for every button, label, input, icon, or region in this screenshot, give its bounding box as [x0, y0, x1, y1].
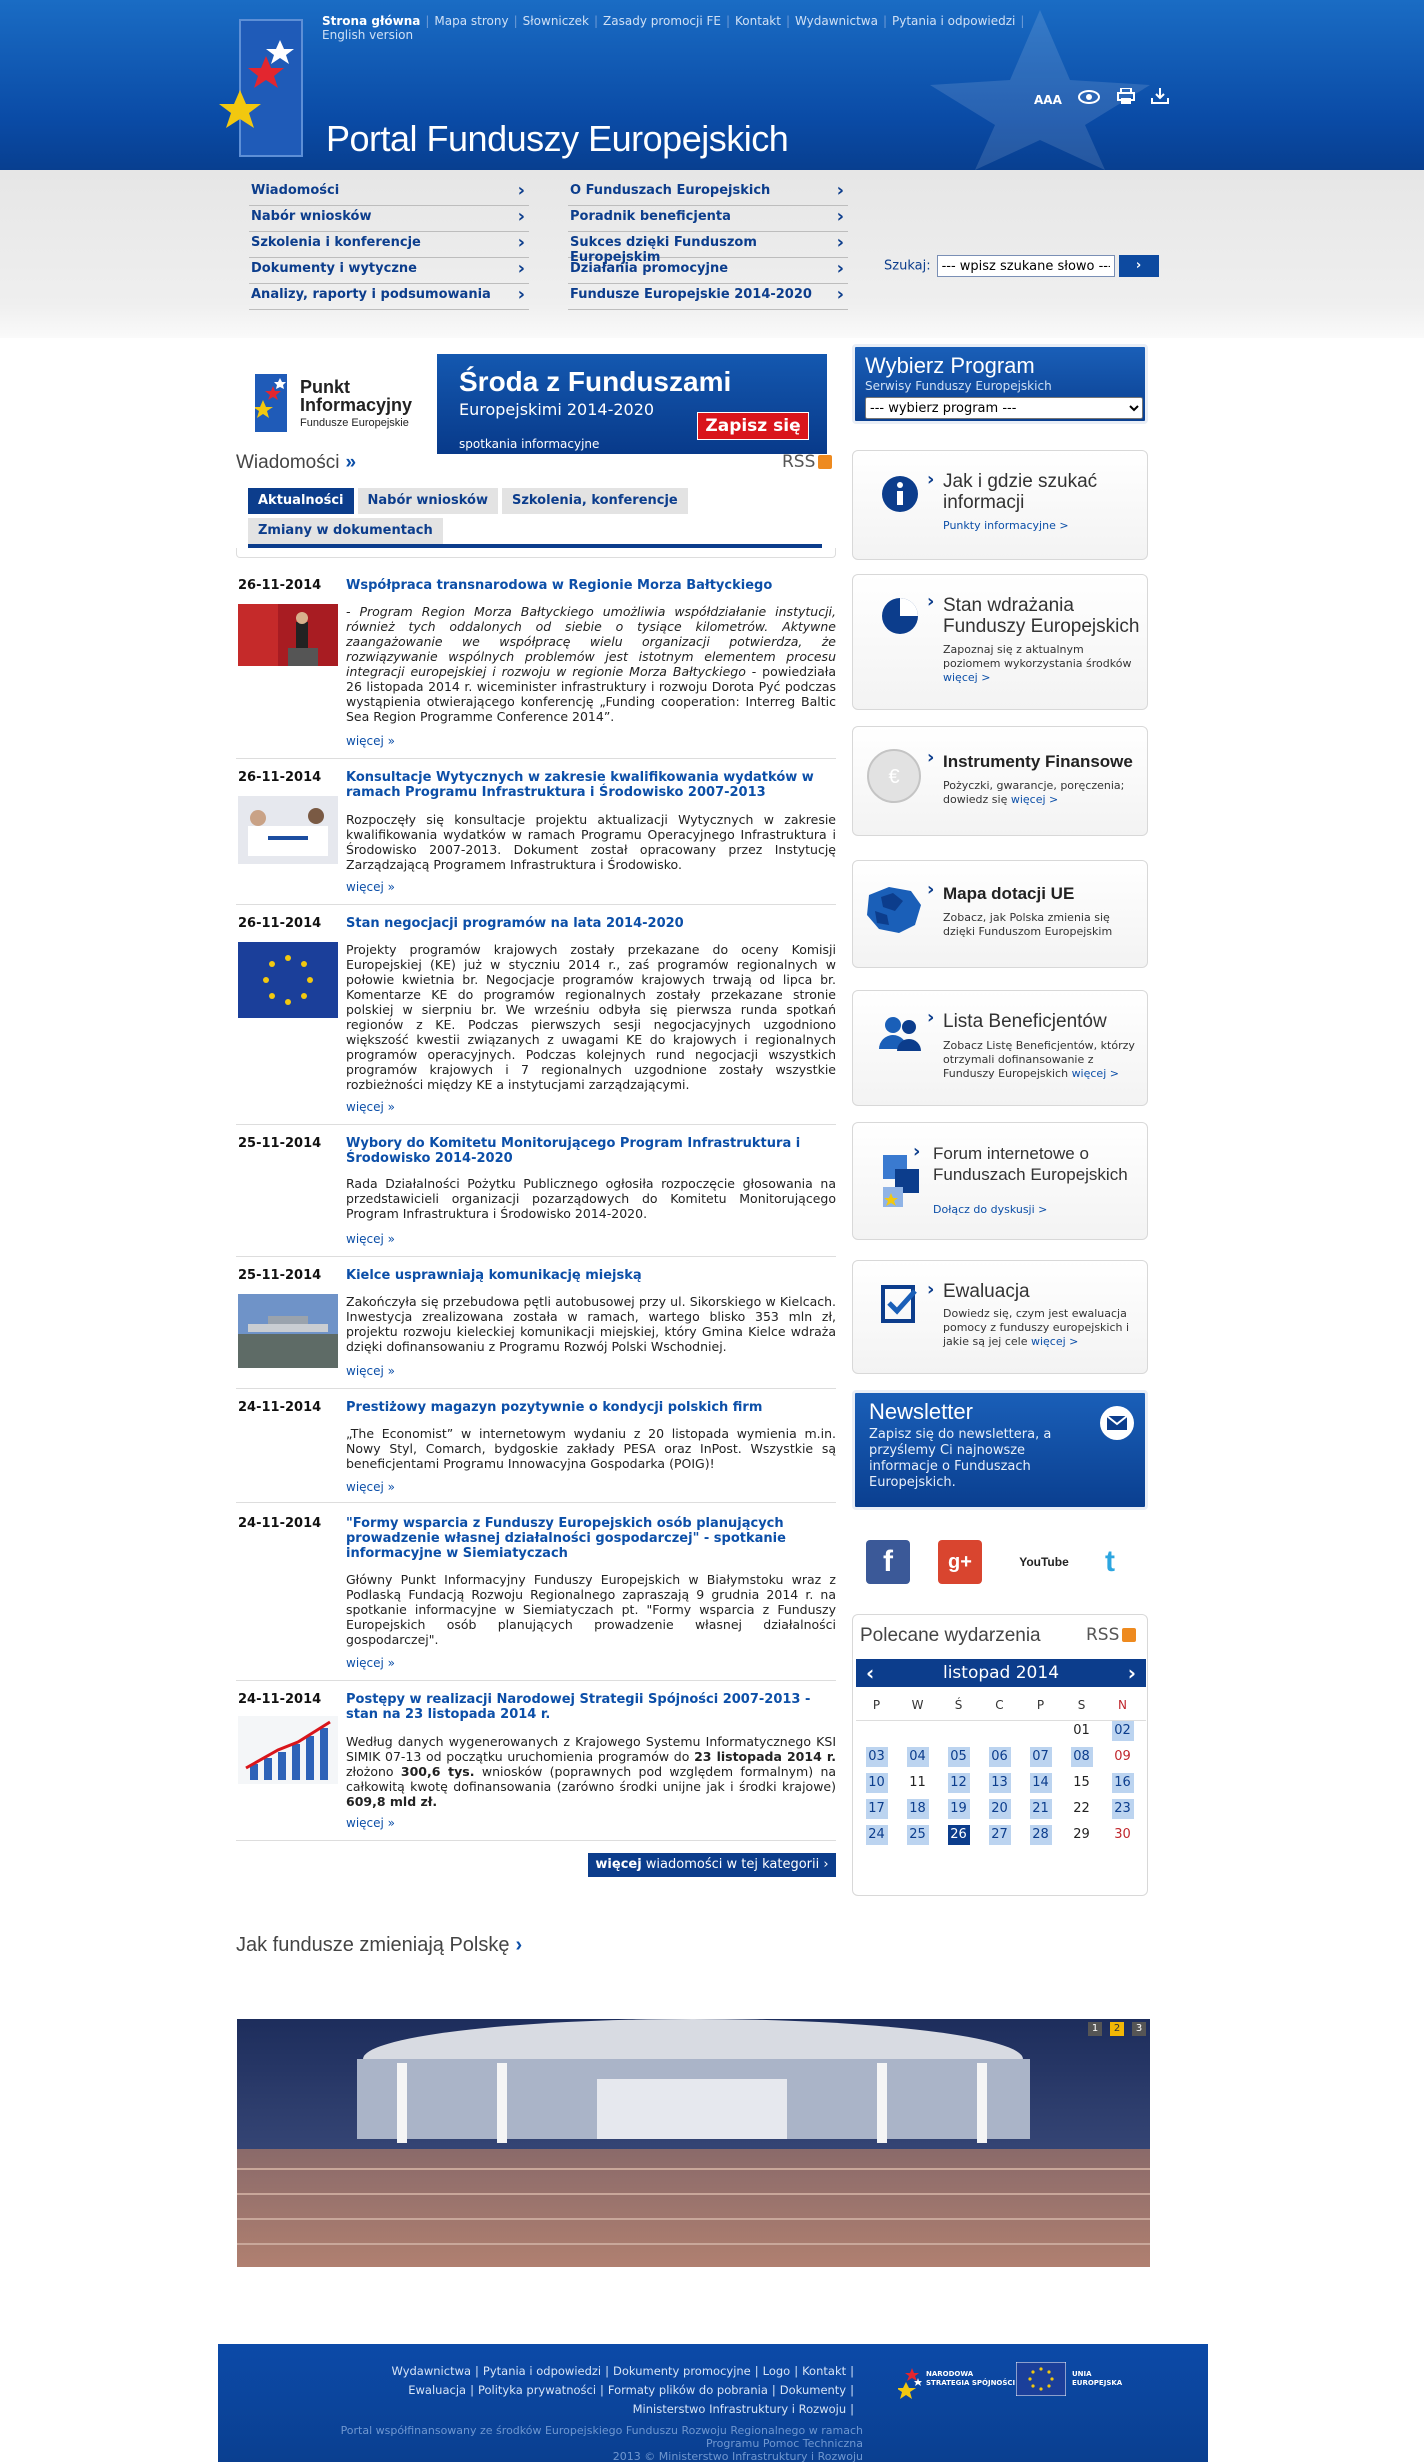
eu-flag-icon[interactable]	[1016, 2362, 1066, 2396]
menu-item-analyses[interactable]: Analizy, raporty i podsumowania ›	[249, 284, 529, 310]
news-date: 24-11-2014	[238, 1516, 322, 1531]
youtube-icon[interactable]: YouTube	[1019, 1555, 1069, 1569]
search-input[interactable]	[937, 255, 1115, 277]
side-box-title: Instrumenty Finansowe	[943, 752, 1133, 771]
calendar-day[interactable]: 26	[938, 1822, 979, 1848]
calendar-day[interactable]: 07	[1020, 1744, 1061, 1770]
news-thumbnail-eu-flag[interactable]	[238, 942, 338, 1018]
news-body: Zakończyła się przebudowa pętli autobusowej przy ul. Sikorskiego w Kielcach. Inwestycja zrealizowana została w ramach, wartego blisko 353 mln zł, projektu rozwoju kieleckiej komunikacji miejskiej, który Gmina Kielce wdraża dzięki dofinansowaniu z Programu Rozwój Polski Wschodniej.	[346, 1294, 836, 1354]
calendar-day[interactable]: 09	[1114, 1749, 1131, 1764]
footer-link[interactable]: Logo	[762, 2364, 791, 2378]
nss-logo-icon[interactable]	[898, 2364, 924, 2404]
tabs-panel-edge	[236, 548, 836, 558]
double-chevron-icon: »	[345, 452, 357, 473]
wybierz-program-title: Wybierz Program	[865, 353, 1035, 378]
news-title[interactable]: Prestiżowy magazyn pozytywnie o kondycji polskich firm	[346, 1400, 763, 1415]
weekday: N	[1118, 1698, 1127, 1712]
calendar-day[interactable]: 30	[1114, 1827, 1131, 1842]
calendar-day[interactable]: 04	[897, 1744, 938, 1770]
news-separator	[236, 758, 836, 759]
gallery-image-amphitheater	[237, 2019, 1150, 2267]
news-date: 25-11-2014	[238, 1136, 322, 1151]
weekday: C	[995, 1698, 1004, 1712]
calendar-day[interactable]: 28	[1020, 1822, 1061, 1848]
calendar-day[interactable]: 19	[938, 1796, 979, 1822]
events-rss-link[interactable]: RSS	[1086, 1625, 1136, 1645]
events-title[interactable]: Polecane wydarzenia	[860, 1625, 1041, 1646]
side-box-link[interactable]: więcej >	[943, 671, 991, 684]
calendar-week-row	[856, 1822, 1146, 1848]
calendar-day[interactable]: 29	[1073, 1827, 1090, 1842]
pie-chart-icon	[875, 591, 925, 641]
coin-icon	[863, 745, 925, 807]
topnav-contact[interactable]: Kontakt	[735, 14, 781, 28]
news-body: Rada Działalności Pożytku Publicznego ogłosiła rozpoczęcie głosowania na przedstawicieli organizacji pozarządowych do Komitetu Monitorującego Program Infrastruktura i Środowisko 2014-2020.	[346, 1176, 836, 1221]
news-title[interactable]: "Formy wsparcia z Funduszy Europejskich osób planujących prowadzenie własnej działalności gospodarczej" - spotkanie informacyjne w Siemiatyczach	[346, 1516, 786, 1561]
pi-line2: Informacyjny	[300, 395, 413, 415]
side-box-desc: Zapoznaj się z aktualnym poziomem wykorzystania środków więcej >	[943, 643, 1132, 684]
weekday: P	[1036, 1698, 1045, 1712]
calendar-day	[897, 1718, 938, 1744]
font-size-icon[interactable]: AAA	[1034, 93, 1062, 107]
footer-link[interactable]: Ewaluacja	[408, 2383, 467, 2397]
calendar-week-row	[856, 1796, 1146, 1822]
news-body: - Program Region Morza Bałtyckiego umożliwia współdziałanie instytucji, również tych oddalonych od siebie o tysiące kilometrów. Aktywne zaangażowanie we współpracę wielu organizacji potwierdza, że rozwiązywanie wspólnych problemów jest istotnym elementem procesu integracji europejskiej i rozwoju w regionie Morza Bałtyckiego - powiedziała 26 listopada 2014 r. wiceminister infrastruktury i rozwoju Dorota Pyć podczas wystąpienia otwierającego konferencję „Funding cooperation: Interreg Baltic Sea Region Programme Conference 2014”.	[346, 604, 836, 724]
menu-item-training[interactable]: Szkolenia i konferencje ›	[249, 232, 529, 258]
calendar-day[interactable]: 11	[909, 1775, 926, 1790]
footer-link[interactable]: Formaty plików do pobrania	[607, 2383, 768, 2397]
newsletter-desc: Zapisz się do newslettera, a przyślemy Ci najnowsze informacje o Funduszach Europejskich.	[869, 1427, 1052, 1490]
wybierz-program-box	[852, 344, 1148, 424]
calendar-day[interactable]: 12	[938, 1770, 979, 1796]
news-date: 26-11-2014	[238, 578, 322, 593]
main-menu-right	[568, 180, 848, 310]
calendar-divider	[856, 1720, 1146, 1721]
chevron-right-icon: ›	[927, 591, 935, 612]
menu-item-success[interactable]: Sukces dzięki Funduszom Europejskim ›	[568, 232, 848, 258]
fe-logo-icon[interactable]	[218, 18, 304, 158]
menu-item-promo[interactable]: Działania promocyjne ›	[568, 258, 848, 284]
news-date: 26-11-2014	[238, 770, 322, 785]
news-title[interactable]: Współpraca transnarodowa w Regionie Morza Bałtyckiego	[346, 578, 773, 593]
newsletter-title: Newsletter	[869, 1399, 973, 1424]
top-navigation: Strona główna | Mapa strony | Słowniczek | Zasady promocji FE | Kontakt | Wydawnictwa | Pytania i odpowiedzi | English version	[322, 14, 1025, 42]
nss-logo-text: NARODOWA STRATEGIA SPÓJNOŚCI	[926, 2370, 1016, 2387]
side-box-link[interactable]: Punkty informacyjne >	[943, 519, 1069, 532]
weekday: W	[911, 1698, 924, 1712]
calendar-day[interactable]: 25	[897, 1822, 938, 1848]
evaluation-check-icon	[875, 1279, 925, 1329]
calendar-prev-icon[interactable]: ‹	[866, 1661, 875, 1685]
calendar-day[interactable]: 18	[897, 1796, 938, 1822]
calendar-month: listopad 2014	[942, 1663, 1060, 1683]
search-submit-button[interactable]: ›	[1119, 255, 1159, 277]
calendar-day[interactable]: 01	[1073, 1723, 1090, 1738]
chevron-right-icon: ›	[913, 1141, 921, 1162]
calendar-day[interactable]: 24	[856, 1822, 897, 1848]
users-icon	[875, 1007, 925, 1057]
news-date: 24-11-2014	[238, 1692, 322, 1707]
calendar-week-row	[856, 1770, 1146, 1796]
poland-map-icon	[859, 875, 929, 945]
news-more-link[interactable]: więcej »	[346, 1816, 396, 1830]
weekday: Ś	[954, 1698, 963, 1712]
news-separator	[236, 904, 836, 905]
download-icon[interactable]	[1151, 88, 1169, 108]
chevron-right-icon: ›	[927, 1279, 935, 1300]
calendar-day[interactable]: 13	[979, 1770, 1020, 1796]
program-select[interactable]	[865, 397, 1143, 419]
tab-nabor-wnioskow[interactable]: Nabór wniosków	[358, 488, 498, 514]
site-header	[0, 0, 1424, 170]
svg-text:€: €	[888, 766, 900, 788]
twitter-icon[interactable]: t	[1105, 1545, 1115, 1578]
news-section-title[interactable]: Wiadomości »	[236, 452, 357, 473]
calendar-day[interactable]: 02	[1102, 1718, 1143, 1744]
calendar-day[interactable]: 08	[1061, 1744, 1102, 1770]
slider-page-2[interactable]: 2	[1110, 2022, 1124, 2036]
pi-line1: Punkt	[300, 377, 351, 397]
jak-fundusze-title[interactable]: Jak fundusze zmieniają Polskę ›	[236, 1934, 523, 1956]
topnav-faq[interactable]: Pytania i odpowiedzi	[892, 14, 1016, 28]
news-body: Rozpoczęły się konsultacje projektu aktualizacji Wytycznych w zakresie kwalifikowania wydatków w ramach Programu Operacyjnego Infrastruktura i Środowisko 2007-2013. Dokument został opracowany przez Instytucję Zarządzającą Programem Infrastruktura i Środowisko.	[346, 812, 836, 872]
side-box-title: Lista Beneficjentów	[943, 1011, 1107, 1032]
news-date: 25-11-2014	[238, 1268, 322, 1283]
chevron-right-icon: ›	[927, 469, 935, 490]
calendar-day[interactable]: 23	[1102, 1796, 1143, 1822]
calendar-day[interactable]: 27	[979, 1822, 1020, 1848]
news-title[interactable]: Wybory do Komitetu Monitorującego Program Infrastruktura i Środowisko 2014-2020	[346, 1136, 801, 1166]
menu-item-calls[interactable]: Nabór wniosków ›	[249, 206, 529, 232]
eu-logo-text: UNIA EUROPEJSKA	[1072, 2370, 1123, 2387]
news-tabs	[248, 488, 828, 548]
accessibility-tools	[1034, 88, 1181, 108]
news-date: 26-11-2014	[238, 916, 322, 931]
more-news-button[interactable]: więcej wiadomości w tej kategorii ›	[588, 1853, 836, 1877]
side-box-info-points[interactable]	[852, 450, 1148, 560]
chevron-right-icon: ›	[927, 879, 935, 900]
pi-line3: Fundusze Europejskie	[300, 417, 409, 429]
topnav-sitemap[interactable]: Mapa strony	[434, 14, 509, 28]
chevron-right-icon: ›	[515, 1934, 523, 1956]
calendar-day[interactable]: 14	[1020, 1770, 1061, 1796]
side-box-link[interactable]: więcej >	[1030, 1335, 1079, 1348]
calendar-day	[856, 1718, 897, 1744]
search-label: Szukaj:	[884, 258, 931, 274]
calendar-day[interactable]: 20	[979, 1796, 1020, 1822]
sroda-z-funduszami-banner[interactable]	[437, 354, 827, 454]
news-separator	[236, 1256, 836, 1257]
site-title[interactable]: Portal Funduszy Europejskich	[326, 118, 789, 159]
news-body: Według danych wygenerowanych z Krajowego Systemu Informatycznego KSI SIMIK 07-13 od początku uruchomienia programów do 23 listopada 2014 r. złożono 300,6 tys. wniosków (poprawnych pod względem formalnym) na całkowitą kwotę dofinansowania (zarówno środki unijne jak i środki krajowe) 609,8 mld zł.	[346, 1734, 837, 1809]
weekday: S	[1077, 1698, 1086, 1712]
side-box-map[interactable]	[852, 860, 1148, 968]
calendar-week-row	[856, 1744, 1146, 1770]
calendar-day[interactable]: 15	[1073, 1775, 1090, 1790]
side-box-desc: Pożyczki, gwarancje, poręczenia; dowiedz się więcej >	[943, 779, 1125, 806]
gallery-slider[interactable]	[237, 2019, 1150, 2267]
footer-link[interactable]: Polityka prywatności	[477, 2383, 597, 2397]
menu-item-news[interactable]: Wiadomości ›	[249, 180, 529, 206]
calendar-day[interactable]: 22	[1073, 1801, 1090, 1816]
calendar-days	[856, 1718, 1146, 1848]
side-box-link[interactable]: więcej >	[1010, 793, 1059, 806]
news-separator	[236, 1680, 836, 1681]
side-box-title: Forum internetowe o Funduszach Europejskich	[933, 1144, 1128, 1184]
menu-item-about-funds[interactable]: O Funduszach Europejskich ›	[568, 180, 848, 206]
calendar-day	[938, 1718, 979, 1744]
side-box-title: Mapa dotacji UE	[943, 884, 1075, 903]
side-box-evaluation[interactable]	[852, 1260, 1148, 1374]
news-more-link[interactable]: więcej »	[346, 1656, 396, 1670]
punkt-informacyjny-text[interactable]	[300, 378, 412, 432]
tab-szkolenia[interactable]: Szkolenia, konferencje	[502, 488, 688, 514]
side-box-implementation[interactable]	[852, 574, 1148, 710]
slider-page-3[interactable]: 3	[1132, 2022, 1146, 2036]
menu-item-documents[interactable]: Dokumenty i wytyczne ›	[249, 258, 529, 284]
side-box-title: Ewaluacja	[943, 1281, 1030, 1302]
banner-signup-button[interactable]: Zapisz się	[697, 412, 809, 440]
footer-link[interactable]: Dokumenty promocyjne	[613, 2364, 751, 2378]
banner-title: Środa z Funduszami	[459, 366, 732, 397]
info-icon	[875, 469, 925, 519]
topnav-glossary[interactable]: Słowniczek	[522, 14, 589, 28]
news-more-link[interactable]: więcej »	[346, 1364, 396, 1378]
news-more-link[interactable]: więcej »	[346, 734, 396, 748]
news-more-link[interactable]: więcej »	[346, 880, 396, 894]
calendar-week-row	[856, 1718, 1146, 1744]
site-footer	[218, 2344, 1208, 2462]
wybierz-program-subtitle: Serwisy Funduszy Europejskich	[865, 379, 1052, 393]
footer-link[interactable]: Dokumenty	[779, 2383, 847, 2397]
news-title[interactable]: Postępy w realizacji Narodowej Strategii Spójności 2007-2013 - stan na 23 listopada 2014 r.	[346, 1692, 811, 1722]
news-body: Projekty programów krajowych zostały przekazane do oceny Komisji Europejskiej (KE) już w styczniu 2014 r., zaś programów regionalnych w połowie kwietnia br. Negocjacje programów krajowych trwają od lipca br. Komentarze KE do programów regionalnych zostały przekazane stronie polskiej w sierpniu br. We wrześniu odbyła się pierwsza runda spotkań regionów z KE. Podczas pierwszych sesji negocjacyjnych uzgodniono większość kwestii związanych z uwagami KE do krajowych i regionalnych programów operacyjnych. Podczas kolejnych rund negocjacji wszystkich programów krajowych i 7 regionalnych uzgodnione zostały wszystkie rozbieżności między KE a instytucjami zarządzającymi.	[346, 942, 836, 1092]
topnav-english[interactable]: English version	[322, 28, 414, 42]
news-title[interactable]: Konsultacje Wytycznych w zakresie kwalifikowania wydatków w ramach Programu Infrastruktura i Środowisko 2007-2013	[346, 770, 814, 800]
menu-item-funds-2014-2020[interactable]: Fundusze Europejskie 2014-2020 ›	[568, 284, 848, 310]
side-box-financial-instruments[interactable]	[852, 726, 1148, 836]
news-rss-link[interactable]: RSS	[782, 452, 832, 472]
news-title[interactable]: Kielce usprawniają komunikację miejską	[346, 1268, 642, 1283]
side-box-title: Stan wdrażania Funduszy Europejskich	[943, 595, 1140, 637]
topnav-promo-rules[interactable]: Zasady promocji FE	[603, 14, 721, 28]
topnav-publications[interactable]: Wydawnictwa	[795, 14, 878, 28]
news-body: „The Economist” w internetowym wydaniu z 20 listopada wymienia m.in. Nowy Styl, Comarch, bydgoskie zakłady PESA oraz InPost. Wszystkie są beneficjentami Programu Innowacyjna Gospodarka (POIG)!	[346, 1426, 836, 1471]
side-box-desc	[933, 1203, 1047, 1217]
calendar-day[interactable]: 17	[856, 1796, 897, 1822]
news-separator	[236, 1388, 836, 1389]
weekday: P	[872, 1698, 881, 1712]
calendar-day[interactable]: 21	[1020, 1796, 1061, 1822]
topnav-home[interactable]: Strona główna	[322, 14, 421, 28]
footer-link[interactable]: Kontakt	[802, 2364, 847, 2378]
footer-link[interactable]: Pytania i odpowiedzi	[482, 2364, 602, 2378]
side-box-link[interactable]: więcej >	[1071, 1067, 1119, 1080]
news-title[interactable]: Stan negocjacji programów na lata 2014-2020	[346, 916, 684, 931]
footer-links: Wydawnictwa | Pytania i odpowiedzi | Dokumenty promocyjne | Logo | Kontakt | Ewaluacja | Polityka prywatności | Formaty plików do pobrania | Dokumenty | Ministerstwo Infrastruktury i Rozwoju |	[391, 2364, 854, 2416]
newsletter-box[interactable]	[852, 1390, 1148, 1510]
calendar-grid	[856, 1692, 1146, 1848]
rss-icon	[1122, 1628, 1136, 1642]
news-thumbnail[interactable]	[238, 604, 338, 666]
calendar-header	[856, 1659, 1146, 1687]
slider-page-1[interactable]: 1	[1088, 2022, 1102, 2036]
menu-item-beneficiary-guide[interactable]: Poradnik beneficjenta ›	[568, 206, 848, 232]
news-more-link[interactable]: więcej »	[346, 1480, 396, 1494]
main-menu-left	[249, 180, 529, 310]
news-more-link[interactable]: więcej »	[346, 1100, 396, 1114]
envelope-icon	[1099, 1405, 1135, 1441]
side-box-desc	[943, 519, 1069, 533]
side-box-desc: Zobacz, jak Polska zmienia się dzięki Funduszom Europejskim	[943, 911, 1113, 938]
footer-link[interactable]: Wydawnictwa	[391, 2364, 472, 2378]
calendar-day[interactable]: 10	[856, 1770, 897, 1796]
side-box-title: Jak i gdzie szukać informacji	[943, 471, 1098, 513]
banner-small: spotkania informacyjne	[459, 437, 600, 451]
calendar-weekdays	[856, 1692, 1146, 1718]
contrast-eye-icon[interactable]	[1078, 90, 1100, 108]
chevron-right-icon: ›	[927, 1007, 935, 1028]
news-separator	[236, 1124, 836, 1125]
tab-zmiany-w-dokumentach[interactable]: Zmiany w dokumentach	[248, 518, 443, 544]
side-box-desc: Dowiedz się, czym jest ewaluacja pomocy z funduszy europejskich i jakie są jej cele więcej >	[943, 1307, 1130, 1348]
google-plus-icon[interactable]: g+	[938, 1540, 982, 1584]
side-box-link[interactable]: Dołącz do dyskusji >	[933, 1203, 1048, 1216]
calendar-day[interactable]: 05	[938, 1744, 979, 1770]
news-thumbnail[interactable]	[238, 796, 338, 864]
news-separator	[236, 1840, 836, 1841]
footer-copyright: Portal współfinansowany ze środków Europejskiego Funduszu Rozwoju Regionalnego w ramach Programu Pomoc Techniczna 2013 © Ministerstwo Infrastruktury i Rozwoju	[340, 2424, 863, 2463]
chevron-right-icon: ›	[927, 747, 935, 768]
calendar-day[interactable]: 06	[979, 1744, 1020, 1770]
search-box	[884, 255, 1159, 277]
calendar-next-icon[interactable]: ›	[1127, 1661, 1136, 1685]
tab-aktualnosci[interactable]: Aktualności	[248, 488, 354, 514]
side-box-forum[interactable]	[852, 1122, 1148, 1240]
calendar-day	[1020, 1718, 1061, 1744]
rss-icon	[818, 455, 832, 469]
calendar-day[interactable]: 03	[856, 1744, 897, 1770]
calendar-day[interactable]: 16	[1102, 1770, 1143, 1796]
news-date: 24-11-2014	[238, 1400, 322, 1415]
banner-subtitle: Europejskimi 2014-2020	[459, 400, 655, 419]
facebook-icon[interactable]: f	[866, 1540, 910, 1584]
news-body: Główny Punkt Informacyjny Funduszy Europejskich w Białymstoku wraz z Podlaską Fundacją Rozwoju Regionalnego zapraszają 9 grudnia 2014 r. na spotkanie informacyjne w Siemiatyczach pt. "Formy wsparcia z Funduszy Europejskich osób planujących prowadzenie własnej działalności gospodarczej".	[346, 1572, 836, 1647]
print-icon[interactable]	[1117, 88, 1135, 108]
side-box-desc: Zobacz Listę Beneficjentów, którzy otrzymali dofinansowanie z Funduszy Europejskich więcej >	[943, 1039, 1135, 1080]
news-thumbnail[interactable]	[238, 1294, 338, 1368]
footer-link[interactable]: Ministerstwo Infrastruktury i Rozwoju	[632, 2402, 847, 2416]
side-box-beneficiaries[interactable]	[852, 990, 1148, 1106]
news-separator	[236, 1502, 836, 1503]
news-more-link[interactable]: więcej »	[346, 1232, 396, 1246]
calendar-day	[979, 1718, 1020, 1744]
news-thumbnail-growth-chart[interactable]	[238, 1716, 338, 1784]
